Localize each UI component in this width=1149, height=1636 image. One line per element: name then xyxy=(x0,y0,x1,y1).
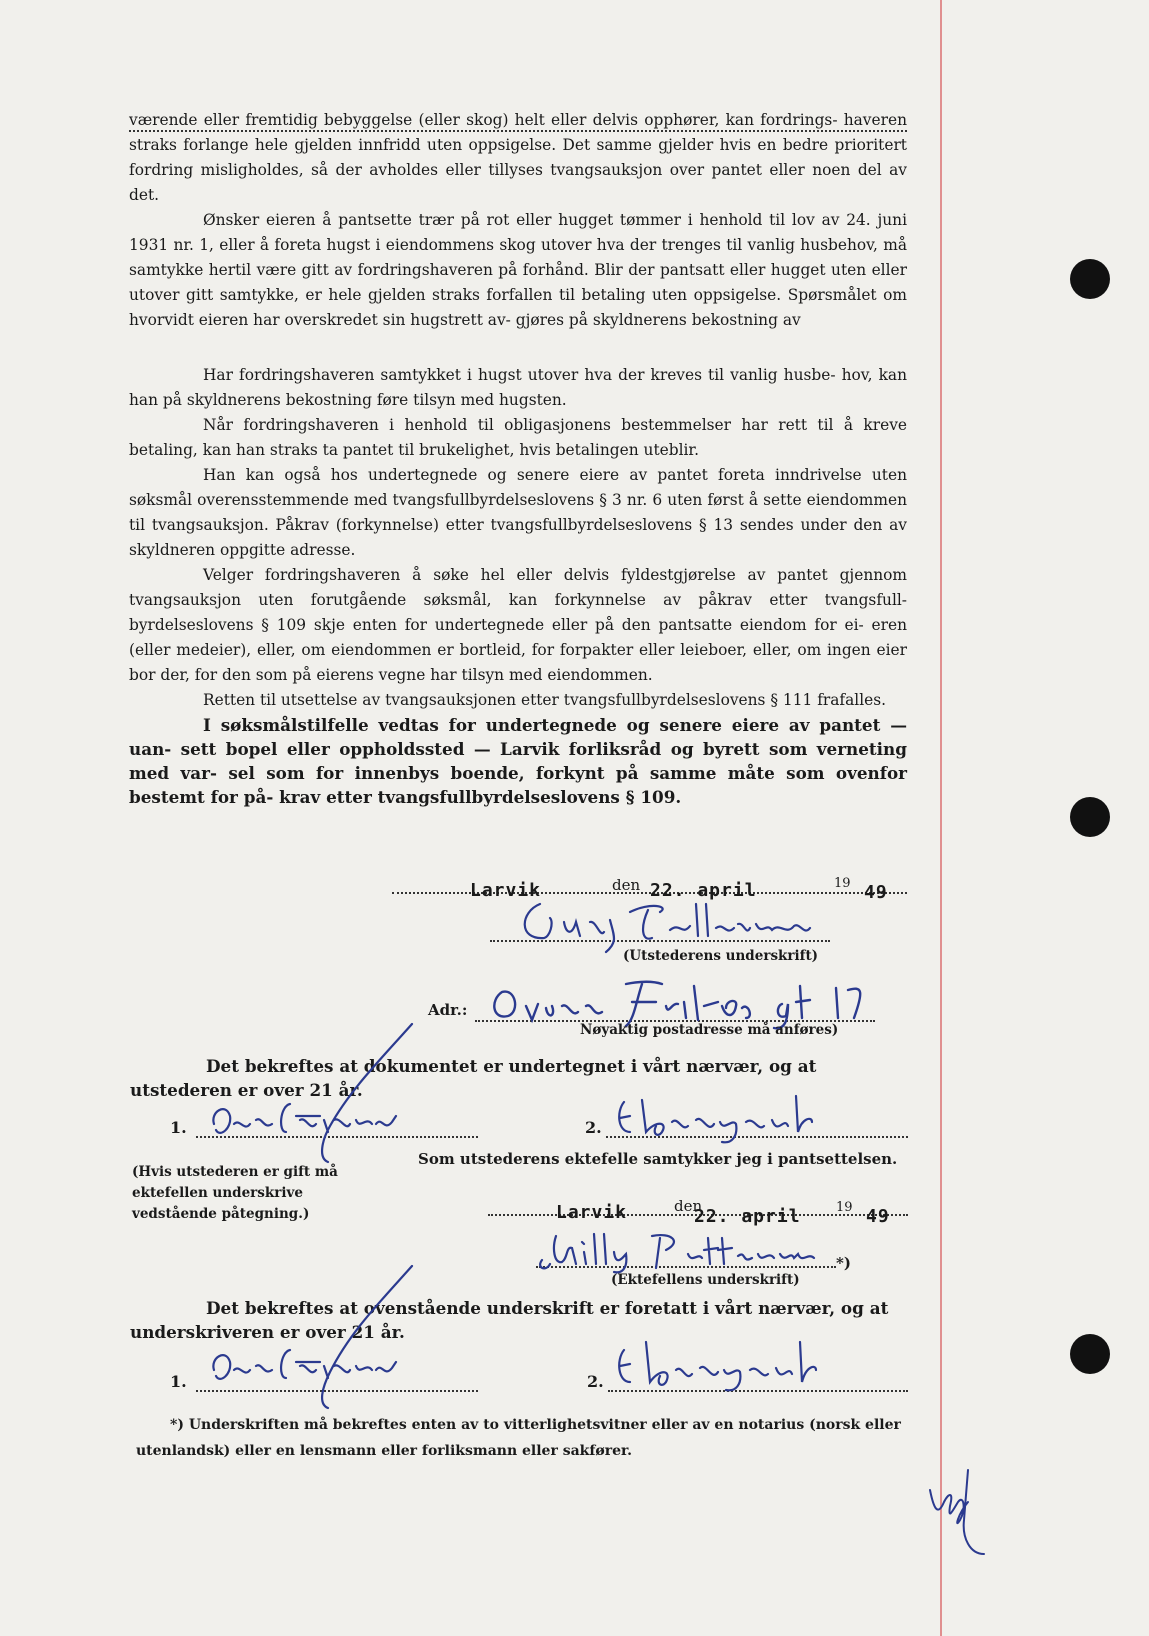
witness-signature-1 xyxy=(200,1020,430,1170)
margin-initials xyxy=(924,1450,994,1560)
spouse-place-field: Larvik xyxy=(556,1202,628,1223)
spouse-signature-label: (Ektefellens underskrift) xyxy=(611,1272,800,1288)
paragraph: Ønsker eieren å pantsette trær på rot eller hugget tømmer i henhold til lov av 24. juni 1931 nr. 1, eller å foreta hugst i eiendommens skog utover hva der trenges til vanlig husbehov, må samtykke hertil være gitt av fordringshaveren på forhånd. Blir der pantsatt eller hugget uten eller utover gitt samtykke, er hele gjelden straks forfallen til betaling uten oppsigelse. Spørsmålet om hvorvidt eieren har overskredet sin hugstrett av- gjøres på skyldnerens bekostning av xyxy=(129,211,907,329)
spouse-signature xyxy=(532,1228,832,1274)
punch-hole xyxy=(1070,797,1110,837)
paragraph: Når fordringshaveren i henhold til obligasjonens bestemmelser har rett til å kreve betaling, kan han straks ta pantet til brukelighet, hvis betalingen uteblir. xyxy=(129,416,907,459)
paragraph: Har fordringshaveren samtykket i hugst utover hva der kreves til vanlig husbe- hov, kan han på skyldnerens bekostning føre tilsyn med hugsten. xyxy=(129,366,907,409)
blank-dotted-line xyxy=(129,333,907,363)
witness-statement-1: Det bekreftes at dokumentet er undertegnet i vårt nærvær, og at utstederen er over 21 år. xyxy=(130,1056,817,1100)
issuer-signature-label: (Utstederens underskrift) xyxy=(623,948,819,964)
witness-number-1: 1. xyxy=(170,1118,187,1137)
place-field: Larvik xyxy=(470,880,542,901)
witness-number-2: 2. xyxy=(585,1118,602,1137)
paragraph: værende eller fremtidig bebyggelse (eller skog) helt eller delvis opphører, kan fordrings- haveren straks forlange hele gjelden innfridd uten oppsigelse. Det samme gjelder hvis en bedre prioritert fordring misligholdes, så der avholdes eller tillyses tvangsauksjon over pantet eller noen del av det. xyxy=(129,111,907,204)
spouse-asterisk: *) xyxy=(836,1254,851,1272)
spouse-instruction-note: (Hvis utstederen er gift må ektefellen underskrive vedstående påtegning.) xyxy=(132,1164,338,1222)
spouse-consent: Som utstederens ektefelle samtykker jeg i pantsettelsen. xyxy=(418,1150,898,1168)
body-text xyxy=(129,108,907,809)
year-suffix: 49 xyxy=(864,882,888,903)
address-note: Nøyaktig postadresse må anføres) xyxy=(580,1022,839,1038)
den-label: den xyxy=(612,876,641,894)
witness2-signature-1 xyxy=(200,1262,430,1412)
spouse-date-field: 22. april xyxy=(694,1206,801,1227)
jurisdiction-paragraph: I søksmålstilfelle vedtas for undertegnede og senere eiere av pantet — uan- sett bopel eller oppholdssted — Larvik forliksråd og byrett som verneting med var- sel som for innenbys boende, forkynt på samme måte som ovenfor bestemt for på- krav etter tvangsfullbyrdelseslovens § 109. xyxy=(129,715,907,807)
paragraph: Retten til utsettelse av tvangsauksjonen etter tvangsfullbyrdelseslovens § 111 frafalles. xyxy=(203,691,887,709)
witness-signature-2 xyxy=(612,1092,842,1144)
date-field: 22. april xyxy=(650,880,757,901)
witness2-number-2: 2. xyxy=(587,1372,604,1391)
witness2-number-1: 1. xyxy=(170,1372,187,1391)
paragraph: Velger fordringshaveren å søke hel eller delvis fyldestgjørelse av pantet gjennom tvangsauksjon uten forutgående søksmål, kan forkynnelse av påkrav etter tvangsfull- byrdelseslovens § 109 skje enten for undertegnede eller på den pantsatte eiendom for ei- eren (eller medeier), eller, om eiendommen er bortleid, for forpakter eller leieboer, eller, om ingen eier bor der, for den som på eierens vegne har tilsyn med eiendommen. xyxy=(129,566,907,684)
issuer-signature xyxy=(510,892,850,954)
year-prefix: 19 xyxy=(834,876,851,891)
address-label: Adr.: xyxy=(428,1001,468,1019)
spouse-year-prefix: 19 xyxy=(836,1200,853,1215)
punch-hole xyxy=(1070,1334,1110,1374)
paragraph: Han kan også hos undertegnede og senere eiere av pantet foreta inndrivelse uten søksmål overensstemmende med tvangsfullbyrdelseslovens § 3 nr. 6 uten først å sette eiendommen til tvangsauksjon. Påkrav (forkynnelse) etter tvangsfullbyrdelseslovens § 13 sendes under den av skyldneren oppgitte adresse. xyxy=(129,466,907,559)
witness-statement-2: Det bekreftes at ovenstående underskrift er foretatt i vårt nærvær, og at underskriveren er over 21 år. xyxy=(130,1298,889,1342)
spouse-den-label: den xyxy=(674,1197,703,1215)
margin-line xyxy=(940,0,942,1636)
footnote: *) Underskriften må bekreftes enten av to vitterlighetsvitner eller av en notarius (norsk eller utenlandsk) eller en lensmann eller forliksmann eller sakfører. xyxy=(136,1417,901,1459)
punch-hole xyxy=(1070,259,1110,299)
witness2-signature-2 xyxy=(612,1338,842,1394)
spouse-year-suffix: 49 xyxy=(866,1206,890,1227)
